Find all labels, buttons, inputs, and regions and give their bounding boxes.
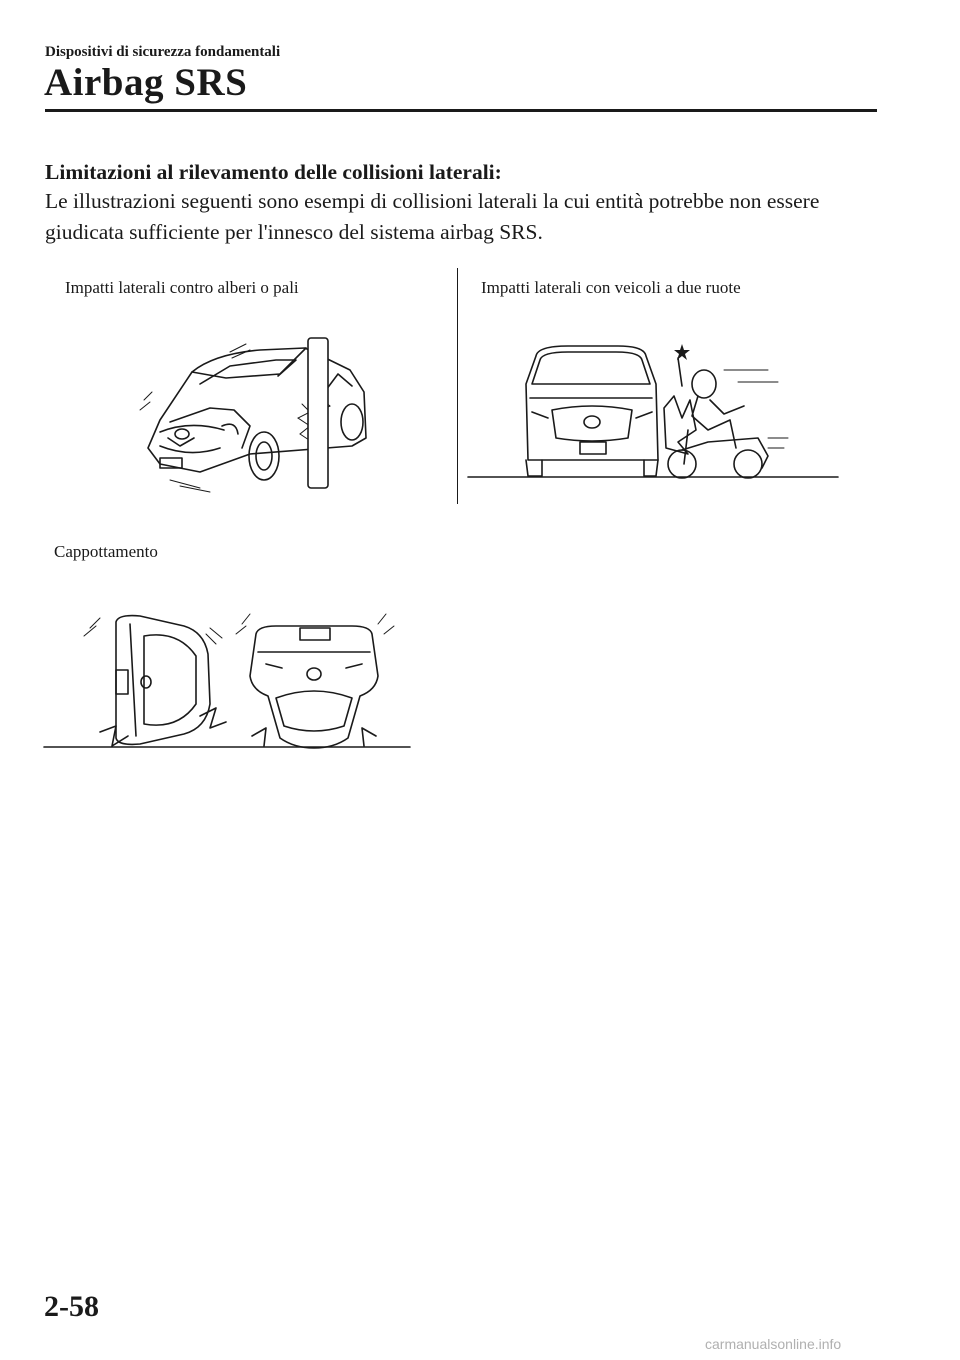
figure-caption-two-wheeler: Impatti laterali con veicoli a due ruote (481, 278, 741, 297)
rollover-illustration (44, 604, 412, 754)
watermark: carmanualsonline.info (705, 1336, 842, 1352)
page-title: Airbag SRS (44, 61, 248, 104)
header-rule (45, 109, 877, 112)
subheading: Limitazioni al rilevamento delle collisioni laterali: (45, 160, 502, 184)
column-divider (457, 268, 458, 504)
pole-impact-illustration (130, 330, 380, 500)
figure-caption-pole: Impatti laterali contro alberi o pali (65, 278, 299, 297)
two-wheeler-impact-illustration (468, 338, 840, 480)
section-label: Dispositivi di sicurezza fondamentali (45, 44, 281, 60)
intro-paragraph: Le illustrazioni seguenti sono esempi di collisioni laterali la cui entità potrebbe non essere giudicata sufficiente per l'innesco del sistema airbag SRS. (45, 189, 820, 244)
figure-caption-rollover: Cappottamento (54, 542, 158, 561)
page-number: 2-58 (44, 1290, 99, 1323)
